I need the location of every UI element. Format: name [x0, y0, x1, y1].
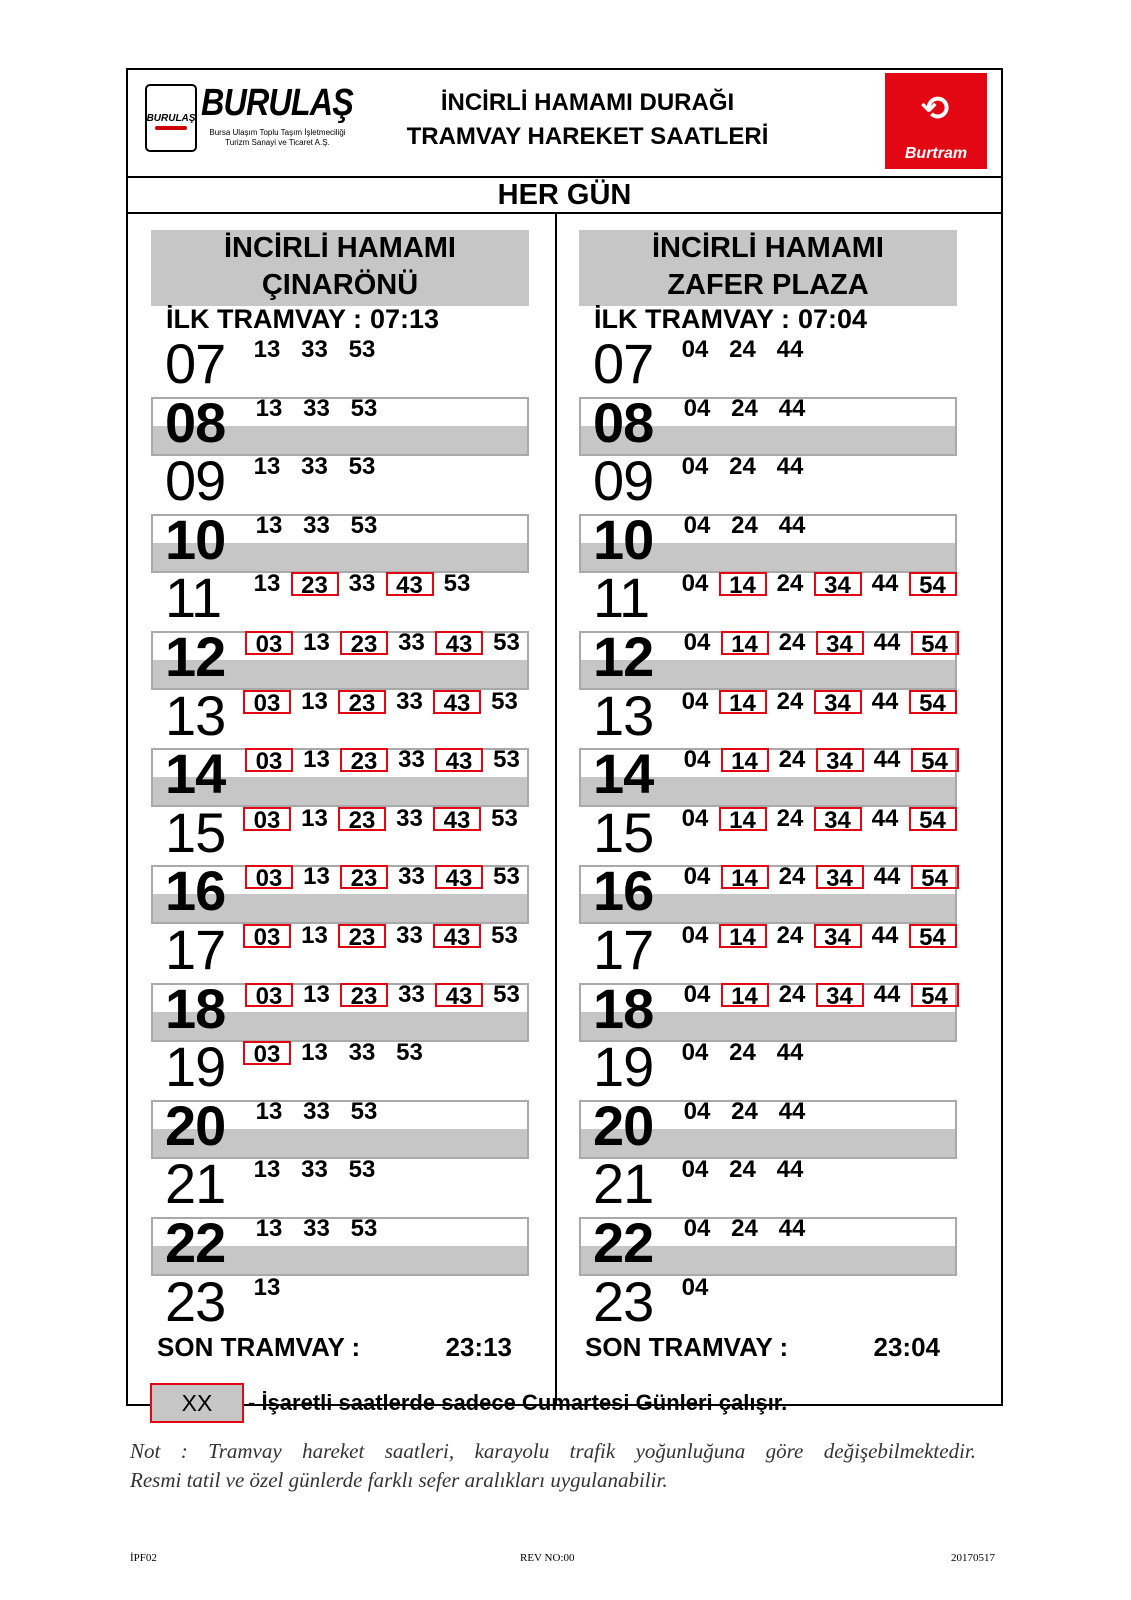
- minute-saturday-only: 23: [338, 924, 386, 948]
- burtram-mark-icon: ⟲: [920, 90, 950, 128]
- minute: 24: [731, 511, 758, 539]
- minute: 33: [398, 746, 425, 774]
- page-title-line1: İNCİRLİ HAMAMI DURAĞI: [440, 89, 735, 116]
- minute: 53: [348, 1156, 376, 1184]
- hour-row: [579, 1035, 957, 1100]
- first-tram: [594, 304, 867, 335]
- minute: 33: [398, 629, 425, 656]
- minute: 33: [301, 336, 328, 363]
- minute: 44: [778, 511, 806, 539]
- minute: 53: [350, 1097, 378, 1125]
- minute-saturday-only: 14: [721, 631, 769, 655]
- minute-saturday-only: 14: [719, 572, 767, 596]
- minute: 04: [683, 1097, 711, 1125]
- hour-number: 19: [165, 1035, 226, 1099]
- hour-row: [579, 390, 957, 456]
- minute: 24: [778, 980, 806, 1008]
- minute: 13: [253, 570, 281, 598]
- minute: 13: [255, 1097, 283, 1125]
- last-tram: [585, 1332, 940, 1363]
- minute-saturday-only: 54: [909, 807, 957, 831]
- hour-number: 10: [165, 507, 226, 571]
- hour-row: [579, 449, 957, 514]
- hour-number: 16: [165, 859, 226, 923]
- minute: 33: [303, 1097, 330, 1125]
- minute-saturday-only: 14: [719, 807, 767, 831]
- minute: 13: [303, 863, 330, 891]
- hour-row: [151, 683, 529, 749]
- minute: 53: [491, 804, 518, 832]
- last-tram-label: SON TRAMVAY :: [585, 1332, 789, 1362]
- minute: 44: [871, 922, 899, 949]
- first-tram-time: 07:13: [370, 304, 440, 334]
- minute: 53: [443, 570, 471, 598]
- minute-saturday-only: 34: [816, 748, 864, 772]
- hour-row: [579, 566, 957, 631]
- minute: 04: [681, 1273, 709, 1301]
- hour-row: [579, 976, 957, 1042]
- hour-row: [151, 1035, 529, 1100]
- column-title-line2: ZAFER PLAZA: [667, 269, 869, 301]
- minute: 24: [778, 629, 806, 656]
- minute-saturday-only: 03: [243, 924, 291, 948]
- minute-saturday-only: 34: [814, 807, 862, 831]
- hour-number: 17: [593, 918, 654, 981]
- minute: 44: [873, 746, 901, 774]
- minute: 13: [303, 980, 330, 1008]
- minute-saturday-only: 54: [911, 748, 959, 772]
- minute: 44: [778, 394, 806, 422]
- minute-saturday-only: 14: [721, 748, 769, 772]
- hour-row: [151, 1269, 529, 1335]
- minute-saturday-only: 03: [243, 807, 291, 831]
- minute: 44: [776, 336, 804, 363]
- minute: 13: [253, 1273, 281, 1301]
- minute: 04: [681, 1039, 709, 1067]
- minute-saturday-only: 54: [911, 983, 959, 1007]
- hour-row: [151, 1211, 529, 1276]
- hour-number: 13: [593, 683, 654, 747]
- minute: 53: [348, 453, 376, 481]
- last-tram-time: 23:04: [873, 1332, 940, 1362]
- minute-saturday-only: 14: [719, 924, 767, 948]
- minute-saturday-only: 03: [245, 865, 293, 889]
- minute: 53: [348, 336, 376, 363]
- minute: 24: [731, 394, 758, 422]
- hour-row: [151, 566, 529, 631]
- hour-row: [579, 742, 957, 807]
- hour-number: 21: [165, 1152, 226, 1216]
- last-tram-label: SON TRAMVAY :: [157, 1332, 361, 1362]
- minute-saturday-only: 43: [435, 983, 483, 1007]
- minute: 13: [301, 1039, 328, 1067]
- minute: 04: [681, 687, 709, 715]
- minute-saturday-only: 43: [433, 924, 481, 948]
- minute: 44: [871, 687, 899, 715]
- minute: 33: [396, 922, 423, 949]
- hour-number: 15: [593, 800, 654, 864]
- hour-number: 20: [593, 1093, 654, 1157]
- minute: 24: [778, 863, 806, 891]
- note-line2: Resmi tatil ve özel günlerde farklı sefer aralıkları uygulanabilir.: [130, 1468, 668, 1492]
- hour-row: [579, 1211, 957, 1276]
- minute: 04: [683, 629, 711, 656]
- hour-row: [151, 918, 529, 983]
- minute: 53: [493, 629, 520, 656]
- burulas-logo-box: BURULAŞ: [145, 84, 197, 152]
- minute-saturday-only: 03: [245, 983, 293, 1007]
- minute: 13: [255, 511, 283, 539]
- hour-number: 11: [165, 566, 222, 630]
- minute: 44: [871, 804, 899, 832]
- minute-saturday-only: 54: [909, 690, 957, 714]
- minute: 13: [303, 629, 330, 656]
- hour-row: [151, 1093, 529, 1159]
- hour-row: [579, 683, 957, 749]
- minute: 13: [301, 687, 328, 715]
- minute-saturday-only: 43: [433, 690, 481, 714]
- minute-saturday-only: 03: [245, 748, 293, 772]
- hour-row: [579, 1269, 957, 1335]
- column-title-line2: ÇINARÖNÜ: [261, 269, 419, 301]
- minute: 04: [681, 922, 709, 949]
- minute: 33: [396, 687, 423, 715]
- hour-row: [151, 449, 529, 514]
- footer-date: 20170517: [951, 1552, 995, 1564]
- minute: 33: [398, 863, 425, 891]
- minute: 04: [683, 746, 711, 774]
- minute: 13: [253, 336, 281, 363]
- minute: 13: [303, 746, 330, 774]
- column-title-line1: İNCİRLİ HAMAMI: [224, 232, 456, 264]
- hour-row: [579, 800, 957, 866]
- hour-number: 08: [165, 390, 226, 454]
- minute-saturday-only: 34: [814, 690, 862, 714]
- page-title-line2: TRAMVAY HAREKET SAATLERİ: [406, 123, 769, 150]
- minute: 13: [253, 1156, 281, 1184]
- hour-number: 09: [165, 449, 226, 513]
- last-tram: [157, 1332, 512, 1363]
- minute: 33: [398, 980, 425, 1008]
- hour-row: [579, 507, 957, 573]
- minute: 33: [303, 394, 330, 422]
- minute: 53: [491, 922, 518, 949]
- hour-row: [151, 859, 529, 924]
- hour-row: [579, 1093, 957, 1159]
- hour-row: [151, 742, 529, 807]
- minute-saturday-only: 14: [721, 865, 769, 889]
- company-name: BURULAŞ: [201, 82, 353, 124]
- minute-saturday-only: 43: [433, 807, 481, 831]
- hour-number: 21: [593, 1152, 654, 1216]
- minute: 24: [776, 570, 804, 598]
- minute-saturday-only: 23: [338, 807, 386, 831]
- minute: 44: [776, 453, 804, 481]
- day-band: HER GÜN: [128, 178, 1001, 214]
- company-subtitle-line2: Turizm Sanayi ve Ticaret A.Ş.: [225, 138, 330, 147]
- legend-box: XX: [150, 1383, 244, 1423]
- note-line1: Not : Tramvay hareket saatleri, karayolu trafik yoğunluğuna göre değişebilmektedir.: [130, 1439, 976, 1463]
- minute-saturday-only: 23: [291, 572, 339, 596]
- first-tram: [166, 304, 439, 335]
- column-divider: [555, 214, 557, 1406]
- minute: 24: [731, 1097, 758, 1125]
- hour-number: 23: [593, 1269, 654, 1333]
- minute: 24: [776, 687, 804, 715]
- first-tram-label: İLK TRAMVAY :: [166, 304, 363, 334]
- minute-saturday-only: 34: [816, 631, 864, 655]
- minute: 44: [776, 1039, 804, 1067]
- hour-number: 22: [593, 1211, 654, 1274]
- minute: 33: [301, 1156, 328, 1184]
- footer-form-code: İPF02: [130, 1552, 157, 1564]
- hour-number: 18: [593, 976, 654, 1040]
- hour-row: [151, 625, 529, 690]
- minute-saturday-only: 43: [435, 631, 483, 655]
- footer-revision: REV NO:00: [520, 1552, 575, 1564]
- hour-number: 14: [593, 742, 654, 806]
- hour-number: 07: [165, 332, 226, 395]
- minute-saturday-only: 14: [721, 983, 769, 1007]
- hour-row: [151, 976, 529, 1042]
- minute: 44: [873, 629, 901, 656]
- minute: 24: [778, 746, 806, 774]
- hour-number: 12: [593, 625, 654, 688]
- burtram-text: Burtram: [904, 145, 968, 162]
- minute: 13: [253, 453, 281, 481]
- hour-row: [579, 859, 957, 924]
- minute-saturday-only: 23: [340, 748, 388, 772]
- company-subtitle-line1: Bursa Ulaşım Toplu Taşım İşletmeciliği: [209, 128, 346, 137]
- minute: 24: [729, 1156, 756, 1184]
- hour-number: 20: [165, 1093, 226, 1157]
- minute-saturday-only: 23: [340, 631, 388, 655]
- minute: 53: [493, 746, 520, 774]
- minute-saturday-only: 34: [814, 572, 862, 596]
- hour-number: 10: [593, 507, 654, 571]
- hour-number: 14: [165, 742, 226, 806]
- hour-number: 16: [593, 859, 654, 923]
- minute: 04: [683, 1215, 711, 1242]
- minute: 13: [255, 394, 283, 422]
- hour-number: 19: [593, 1035, 654, 1099]
- minute: 13: [301, 804, 328, 832]
- hour-number: 23: [165, 1269, 226, 1333]
- minute: 53: [491, 687, 518, 715]
- minute: 24: [729, 453, 756, 481]
- minute-saturday-only: 54: [909, 924, 957, 948]
- hour-row: [579, 918, 957, 983]
- hour-number: 17: [165, 918, 226, 981]
- minute: 04: [681, 336, 709, 363]
- minute: 53: [350, 1215, 378, 1242]
- minute: 04: [681, 1156, 709, 1184]
- column-title-line1: İNCİRLİ HAMAMI: [652, 232, 884, 264]
- minute-saturday-only: 54: [911, 631, 959, 655]
- minute-saturday-only: 34: [816, 865, 864, 889]
- minute: 44: [873, 863, 901, 891]
- minute-saturday-only: 34: [814, 924, 862, 948]
- minute-saturday-only: 14: [719, 690, 767, 714]
- schedule-column-cinaronu: [151, 0, 551, 1600]
- hour-number: 12: [165, 625, 226, 688]
- minute: 33: [348, 570, 376, 598]
- hour-number: 11: [593, 566, 650, 630]
- last-tram-time: 23:13: [445, 1332, 512, 1362]
- minute: 04: [683, 394, 711, 422]
- hour-row: [151, 1152, 529, 1217]
- minute: 04: [681, 804, 709, 832]
- minute: 04: [681, 453, 709, 481]
- minute: 24: [731, 1215, 758, 1242]
- minute: 33: [396, 804, 423, 832]
- minute-saturday-only: 43: [435, 748, 483, 772]
- minute: 13: [301, 922, 328, 949]
- minute-saturday-only: 54: [909, 572, 957, 596]
- hour-row: [151, 332, 529, 397]
- hour-number: 07: [593, 332, 654, 395]
- minute-saturday-only: 03: [243, 1041, 291, 1065]
- minute: 13: [255, 1215, 283, 1242]
- minute: 44: [871, 570, 899, 598]
- minute: 33: [301, 453, 328, 481]
- minute: 44: [778, 1097, 806, 1125]
- hour-number: 22: [165, 1211, 226, 1274]
- minute-saturday-only: 43: [386, 572, 434, 596]
- hour-row: [579, 625, 957, 690]
- hour-row: [579, 332, 957, 397]
- minute: 33: [303, 511, 330, 539]
- minute-saturday-only: 23: [340, 865, 388, 889]
- minute: 04: [681, 570, 709, 598]
- minute-saturday-only: 23: [340, 983, 388, 1007]
- hour-number: 15: [165, 800, 226, 864]
- minute-saturday-only: 54: [911, 865, 959, 889]
- hour-number: 08: [593, 390, 654, 454]
- minute: 53: [493, 980, 520, 1008]
- minute: 44: [778, 1215, 806, 1242]
- minute: 24: [729, 336, 756, 363]
- column-title: [579, 230, 957, 306]
- minute: 24: [729, 1039, 756, 1067]
- minute: 04: [683, 863, 711, 891]
- hour-row: [151, 390, 529, 456]
- minute: 24: [776, 804, 804, 832]
- minute: 04: [683, 511, 711, 539]
- minute: 24: [776, 922, 804, 949]
- hour-number: 18: [165, 976, 226, 1040]
- minute-saturday-only: 03: [245, 631, 293, 655]
- minute-saturday-only: 03: [243, 690, 291, 714]
- minute: 53: [396, 1039, 423, 1067]
- minute-saturday-only: 34: [816, 983, 864, 1007]
- first-tram-time: 07:04: [798, 304, 868, 334]
- minute-saturday-only: 23: [338, 690, 386, 714]
- legend-text: - İşaretli saatlerde sadece Cumartesi Günleri çalışır.: [248, 1390, 788, 1415]
- hour-number: 13: [165, 683, 226, 747]
- hour-row: [151, 507, 529, 573]
- hour-row: [151, 800, 529, 866]
- minute: 33: [303, 1215, 330, 1242]
- column-title: [151, 230, 529, 306]
- minute: 53: [350, 511, 378, 539]
- minute-saturday-only: 43: [435, 865, 483, 889]
- hour-number: 09: [593, 449, 654, 513]
- minute: 44: [873, 980, 901, 1008]
- minute: 53: [493, 863, 520, 891]
- minute: 33: [348, 1039, 376, 1067]
- minute: 04: [683, 980, 711, 1008]
- minute: 53: [350, 394, 378, 422]
- hour-row: [579, 1152, 957, 1217]
- minute: 44: [776, 1156, 804, 1184]
- schedule-column-zafer-plaza: [579, 0, 979, 1600]
- first-tram-label: İLK TRAMVAY :: [594, 304, 791, 334]
